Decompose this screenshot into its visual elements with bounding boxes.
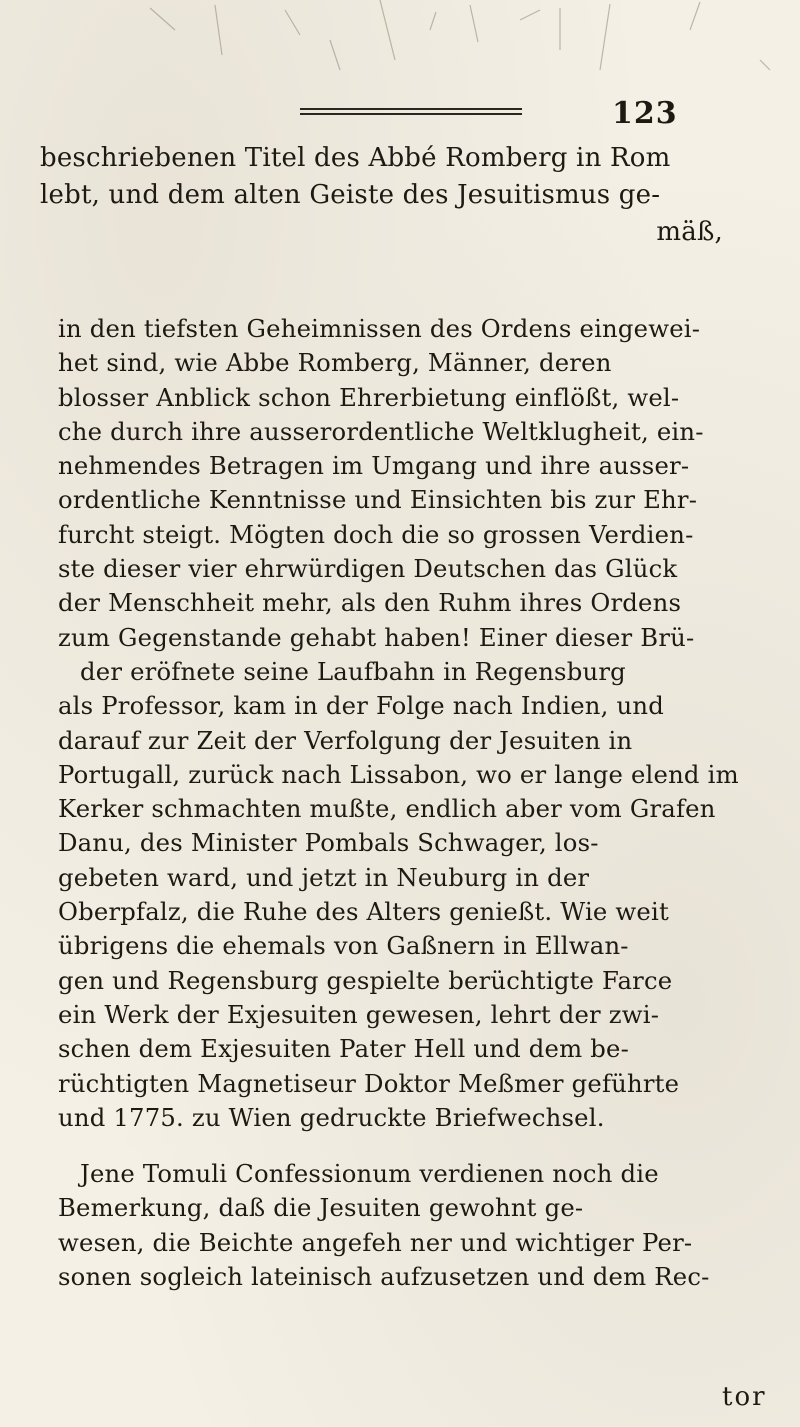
text-line: als Professor, kam in der Folge nach Indien, und [58, 691, 664, 721]
text-line: Jene Tomuli Confessionum verdienen noch die [80, 1159, 659, 1189]
text-line: ste dieser vier ehrwürdigen Deutschen das Glück [58, 554, 678, 584]
header-rule [300, 108, 522, 116]
text-line: nehmendes Betragen im Umgang und ihre ausser- [58, 451, 690, 481]
text-line: beschriebenen Titel des Abbé Romberg in Rom [40, 143, 671, 173]
text-line: ordentliche Kenntnisse und Einsichten bis zur Ehr- [58, 485, 698, 515]
text-line: blosser Anblick schon Ehrerbietung einflößt, wel- [58, 382, 680, 412]
text-line: übrigens die ehemals von Gaßnern in Ellwan- [58, 931, 629, 961]
text-line: lebt, und dem alten Geiste des Jesuitismus ge- [40, 180, 661, 210]
text-line: gebeten ward, und jetzt in Neuburg in der [58, 862, 590, 892]
text-line: der Menschheit mehr, als den Ruhm ihres Ordens [58, 588, 682, 618]
text-line: Bemerkung, daß die Jesuiten gewohnt ge- [58, 1193, 584, 1223]
page-number: 123 [612, 96, 678, 131]
text-line: rüchtigten Magnetiseur Doktor Meßmer geführte [58, 1068, 680, 1098]
text-line: ein Werk der Exjesuiten gewesen, lehrt der zwi- [58, 999, 660, 1029]
text-line: Oberpfalz, die Ruhe des Alters genießt. Wie weit [58, 897, 669, 927]
text-line: der eröfnete seine Laufbahn in Regensburg [80, 656, 626, 686]
paragraph-gap [58, 1135, 778, 1157]
text-line: gen und Regensburg gespielte berüchtigte Farce [58, 965, 673, 995]
text-line: schen dem Exjesuiten Pater Hell und dem be- [58, 1034, 629, 1064]
text-line: Kerker schmachten mußte, endlich aber vom Grafen [58, 794, 716, 824]
text-line: mäß, [656, 217, 723, 247]
text-line: und 1775. zu Wien gedruckte Briefwechsel. [58, 1102, 605, 1132]
text-line: darauf zur Zeit der Verfolgung der Jesuiten in [58, 725, 633, 755]
continuation-paragraph [40, 140, 785, 251]
text-line: wesen, die Beichte angefeh ner und wichtiger Per- [58, 1227, 693, 1257]
text-line: furcht steigt. Mögten doch die so grossen Verdien- [58, 519, 694, 549]
text-line: che durch ihre ausserordentliche Weltklugheit, ein- [58, 416, 704, 446]
text-line: Danu, des Minister Pombals Schwager, los- [58, 828, 599, 858]
text-line: het sind, wie Abbe Romberg, Männer, deren [58, 348, 612, 378]
text-line: zum Gegenstande gehabt haben! Einer dieser Brü- [58, 622, 695, 652]
text-line: sonen sogleich lateinisch aufzusetzen und dem Rec- [58, 1262, 710, 1292]
bleed-through-marks [0, 0, 800, 120]
catchword: tor [722, 1382, 767, 1412]
text-line: in den tiefsten Geheimnissen des Ordens eingewei- [58, 314, 701, 343]
text-line: Portugall, zurück nach Lissabon, wo er lange elend im [58, 759, 739, 789]
main-paragraph [58, 312, 778, 1294]
